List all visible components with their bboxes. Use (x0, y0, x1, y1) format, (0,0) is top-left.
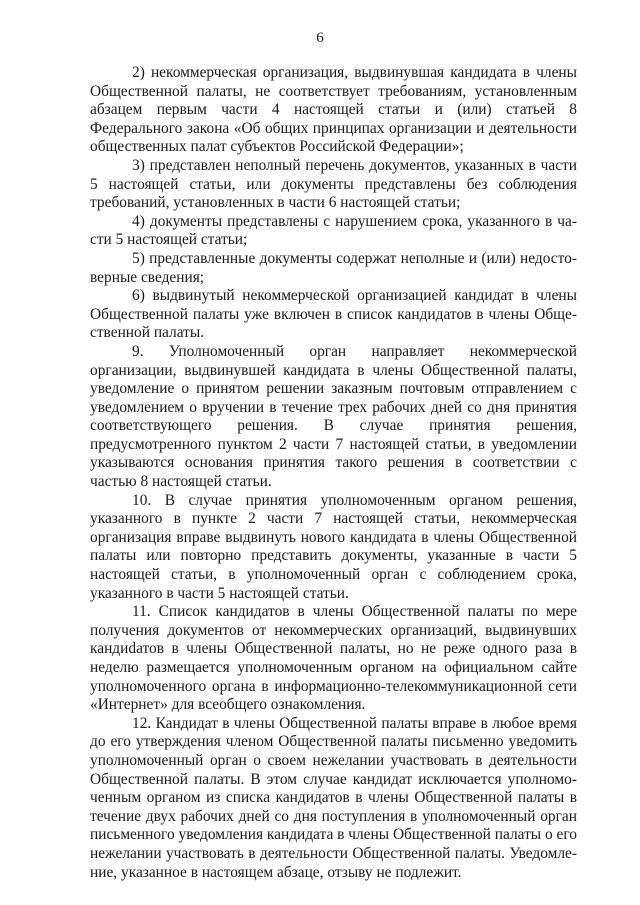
paragraph-item-6: 6) выдвинутый некоммерческой организацией кандидат в члены Общественной палаты уже включен в список кандидатов в члены Общественной палаты. (90, 287, 577, 342)
paragraph-item-3: 3) представлен неполный перечень документов, указанных в части 5 настоящей статьи, или документы представлены без соблюдения требований, установленных в части 6 настоящей статьи; (90, 156, 577, 212)
paragraph-item-5: 5) представленные документы содержат неполные и (или) недостоверные сведения; (90, 249, 577, 286)
paragraph-item-4: 4) документы представлены с нарушением срока, указанного в части 5 настоящей статьи; (90, 212, 577, 249)
paragraph-section-9: 9. Уполномоченный орган направляет некоммерческой организации, выдвинувшей кандидата в члены Общественной палаты, уведомление о принятом решении заказным почтовым отправлением с уведомлением о вручении в течение трех рабочих дней со дня принятия соответствующего решения. В случае принятия решения, предусмотренного пунктом 2 части 7 настоящей статьи, в уведомлении указываются основания принятия такого решения в соответствии с частью 8 настоящей статьи. (90, 342, 577, 491)
document-body (90, 64, 577, 882)
paragraph-section-10: 10. В случае принятия уполномоченным органом решения, указанного в пункте 2 части 7 настоящей статьи, некоммерческая организация вправе выдвинуть нового кандидата в члены Общественной палаты или повторно представить документы, указанные в части 5 настоящей статьи, в уполномоченный орган с соблюдением срока, указанного в части 5 настоящей статьи. (90, 491, 577, 602)
paragraph-section-12: 12. Кандидат в члены Общественной палаты вправе в любое время до его утверждения членом Общественной палаты письменно уведомить уполномоченный орган о своем нежелании участвовать в деятельности Общественной палаты. В этом случае кандидат исключается уполномоченным органом из списка кандидатов в члены Общественной палаты в течение двух рабочих дней со дня поступления в уполномоченный орган письменного уведомления кандидата в члены Общественной палаты о его нежелании участвовать в деятельности Общественной палаты. Уведомление, указанное в настоящем абзаце, отзыву не подлежит. (90, 714, 577, 881)
page-number: 6 (316, 30, 324, 46)
paragraph-item-2: 2) некоммерческая организация, выдвинувшая кандидата в члены Общественной палаты, не соответствует требованиям, установленным абзацем первым части 4 настоящей статьи и (или) статьей 8 Федерального закона «Об общих принципах организации и деятельности общественных палат субъектов Российской Федерации»; (90, 64, 577, 156)
paragraph-section-11: 11. Список кандидатов в члены Общественной палаты по мере получения документов от некоммерческих организаций, выдвинувших кандиdатов в члены Общественной палаты, но не реже одного раза в неделю размещается уполномоченным органом на официальном сайте уполномоченного органа в информационно-телекоммуникационной сети «Интернет» для всеобщего ознакомления. (90, 603, 577, 714)
